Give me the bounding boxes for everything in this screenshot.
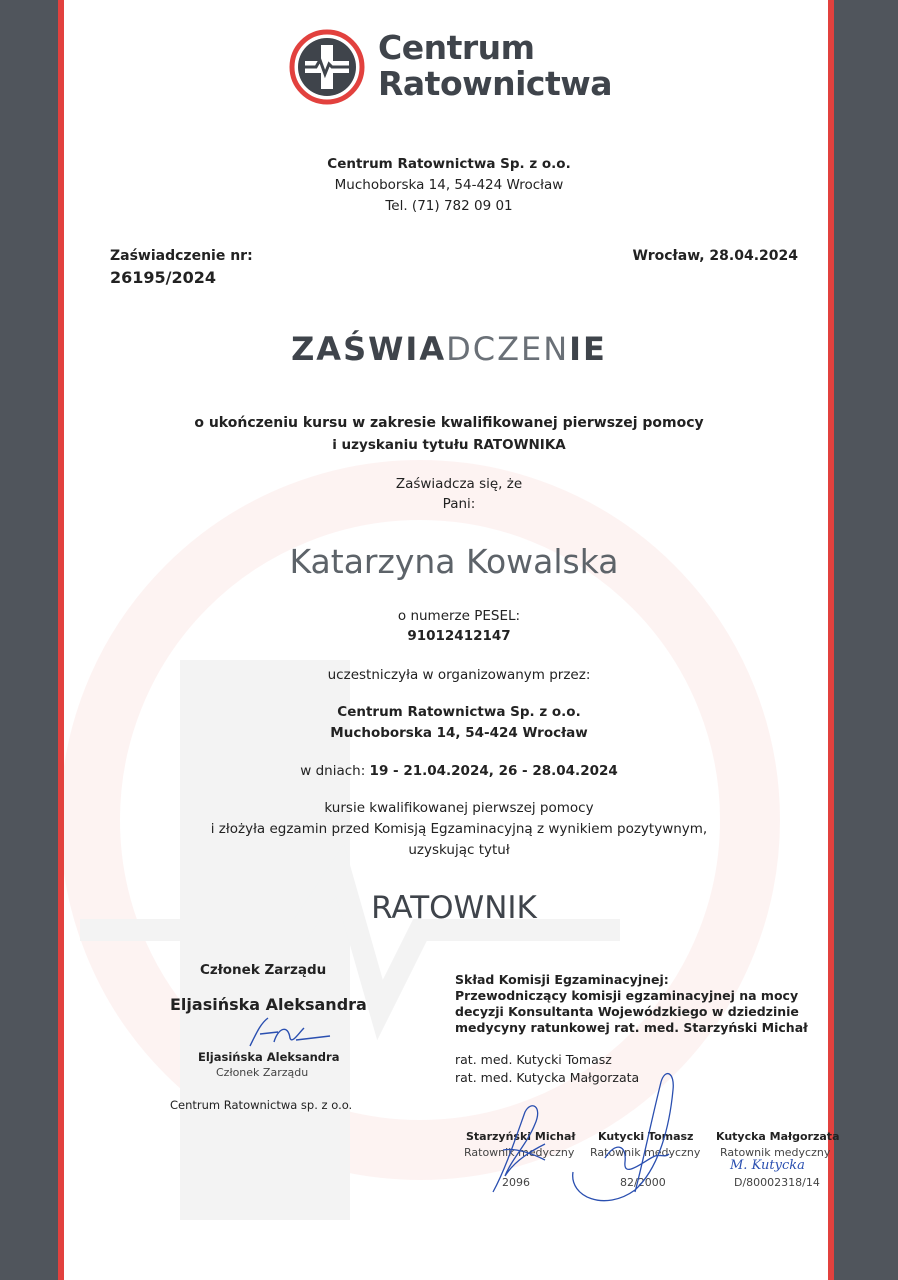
- organizer-address: Muchoborska 14, 54-424 Wrocław: [330, 725, 588, 741]
- ambulance-cross-heartbeat-icon: [288, 28, 366, 106]
- board-stamp-role: Członek Zarządu: [216, 1066, 309, 1079]
- board-role: Członek Zarządu: [200, 962, 327, 978]
- recipient-name: Katarzyna Kowalska: [289, 542, 619, 581]
- stamp-2-role: Ratownik medyczny: [590, 1146, 701, 1159]
- issuer-name: Centrum Ratownictwa Sp. z o.o.: [327, 156, 571, 172]
- issuer-address: Muchoborska 14, 54-424 Wrocław: [334, 177, 564, 193]
- intro-line-2: Pani:: [442, 496, 476, 512]
- logo-wordmark: [378, 30, 612, 102]
- board-member-name: Eljasińska Aleksandra: [170, 995, 367, 1014]
- logo-line-2: Ratownictwa: [378, 64, 613, 103]
- title-part-c: IE: [569, 330, 607, 368]
- course-line-1: kursie kwalifikowanej pierwszej pomocy: [324, 800, 594, 816]
- certificate-number-label: Zaświadczenie nr:: [110, 248, 253, 264]
- commission-member-1: rat. med. Kutycki Tomasz: [455, 1052, 612, 1067]
- pesel-label: o numerze PESEL:: [397, 608, 521, 624]
- intro-line-1: Zaświadcza się, że: [395, 476, 523, 492]
- commission-chair-line-3: medycyny ratunkowej rat. med. Starzyński Michał: [455, 1020, 808, 1035]
- logo-line-1: Centrum: [378, 28, 535, 67]
- subtitle-line-2: i uzyskaniu tytułu RATOWNIKA: [332, 437, 566, 453]
- dates-label: w dniach:: [300, 763, 366, 779]
- stamp-1-name: Starzyński Michał: [466, 1130, 576, 1143]
- stamp-2-number: 82/2000: [620, 1176, 666, 1189]
- course-line-2: i złożyła egzamin przed Komisją Egzaminacyjną z wynikiem pozytywnym,: [210, 821, 708, 837]
- pesel-number: 91012412147: [407, 628, 511, 644]
- issuer-phone: Tel. (71) 782 09 01: [385, 198, 513, 214]
- commission-chair-line-1: Przewodniczący komisji egzaminacyjnej na mocy: [455, 988, 799, 1003]
- stamp-3-name: Kutycka Małgorzata: [716, 1130, 840, 1143]
- board-company: Centrum Ratownictwa sp. z o.o.: [170, 1098, 353, 1112]
- title-part-b: DCZEN: [446, 330, 570, 368]
- chair-signature-icon: [485, 1100, 565, 1200]
- commission-chair-line-2: decyzji Konsultanta Wojewódzkiego w dziedzinie: [455, 1004, 799, 1019]
- stamp-3-signature-text: M. Kutycka: [730, 1158, 805, 1173]
- course-dates: [10, 763, 898, 779]
- title-part-a: ZAŚWIA: [291, 330, 447, 368]
- company-logo: [288, 28, 628, 110]
- stamp-3-role: Ratownik medyczny: [720, 1146, 831, 1159]
- stamp-2-name: Kutycki Tomasz: [598, 1130, 694, 1143]
- document-title: [0, 330, 898, 368]
- certificate-number: 26195/2024: [110, 268, 217, 287]
- board-stamp-name: Eljasińska Aleksandra: [198, 1050, 340, 1064]
- stamp-3-number: D/80002318/14: [734, 1176, 820, 1189]
- commission-member-2: rat. med. Kutycka Małgorzata: [455, 1070, 640, 1085]
- course-line-3: uzyskując tytuł: [408, 842, 510, 858]
- organizer-name: Centrum Ratownictwa Sp. z o.o.: [337, 704, 581, 720]
- stamp-1-role: Ratownik medyczny: [464, 1146, 575, 1159]
- earned-title: RATOWNIK: [371, 890, 537, 926]
- commission-header: Skład Komisji Egzaminacyjnej:: [455, 972, 669, 987]
- organized-by-line: uczestniczyła w organizowanym przez:: [327, 667, 591, 683]
- dates-value: 19 - 21.04.2024, 26 - 28.04.2024: [369, 763, 618, 779]
- board-signature-icon: [238, 1014, 333, 1052]
- place-and-date: Wrocław, 28.04.2024: [632, 248, 798, 264]
- stamp-1-number: 2096: [502, 1176, 530, 1189]
- member-signature-icon: [565, 1062, 680, 1212]
- subtitle-line-1: o ukończeniu kursu w zakresie kwalifikowanej pierwszej pomocy: [194, 415, 704, 431]
